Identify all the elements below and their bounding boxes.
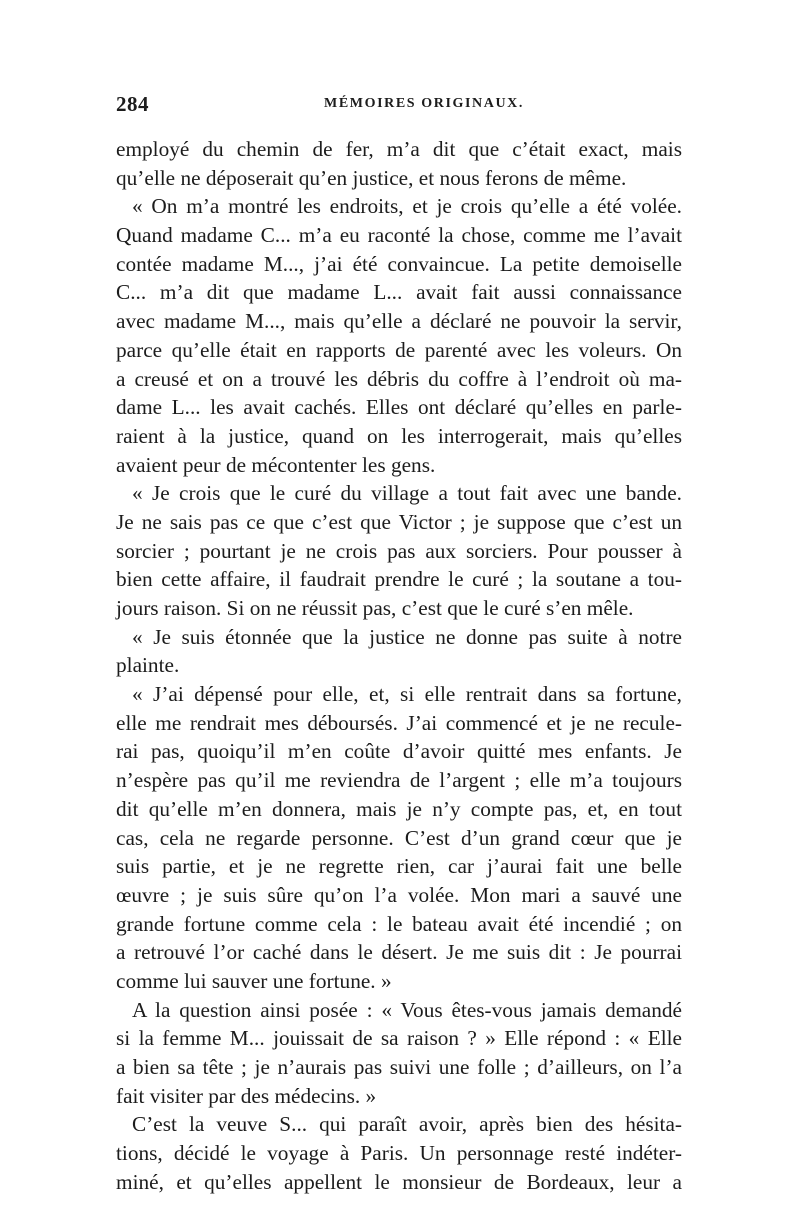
text-line: a retrouvé l’or caché dans le désert. Je me suis dit : Je pourrai bbox=[116, 940, 682, 965]
text-line: plainte. bbox=[116, 653, 180, 678]
running-title: MÉMOIRES ORIGINAUX. bbox=[324, 96, 524, 111]
body-text bbox=[116, 135, 682, 1196]
text-line: miné, et qu’elles appellent le monsieur de Bordeaux, leur a bbox=[116, 1169, 682, 1194]
text-line: « Je suis étonnée que la justice ne donne pas suite à notre bbox=[132, 624, 682, 649]
text-line: sorcier ; pourtant je ne crois pas aux sorciers. Pour pousser à bbox=[116, 538, 682, 563]
running-head bbox=[116, 92, 682, 122]
text-line: dit qu’elle m’en donnera, mais je n’y compte pas, et, en tout bbox=[116, 796, 682, 821]
text-line: elle me rendrait mes déboursés. J’ai commencé et je ne recule- bbox=[116, 710, 682, 735]
text-line: dame L... les avait cachés. Elles ont déclaré qu’elles en parle- bbox=[116, 395, 682, 420]
text-line: parce qu’elle était en rapports de parenté avec les voleurs. On bbox=[116, 337, 682, 362]
text-line: A la question ainsi posée : « Vous êtes-vous jamais demandé bbox=[132, 997, 682, 1022]
text-line: bien cette affaire, il faudrait prendre le curé ; la soutane a tou- bbox=[116, 567, 682, 592]
text-line: avaient peur de mécontenter les gens. bbox=[116, 452, 436, 477]
text-line: n’espère pas qu’il me reviendra de l’argent ; elle m’a toujours bbox=[116, 768, 682, 793]
text-line: C’est la veuve S... qui paraît avoir, après bien des hésita- bbox=[132, 1112, 682, 1137]
text-line: suis partie, et je ne regrette rien, car j’aurai fait une belle bbox=[116, 854, 682, 879]
text-line: grande fortune comme cela : le bateau avait été incendié ; on bbox=[116, 911, 682, 936]
text-line: C... m’a dit que madame L... avait fait aussi connaissance bbox=[116, 280, 682, 305]
text-line: Quand madame C... m’a eu raconté la chose, comme me l’avait bbox=[116, 223, 682, 248]
text-line: qu’elle ne déposerait qu’en justice, et nous ferons de même. bbox=[116, 165, 627, 190]
text-line: comme lui sauver une fortune. » bbox=[116, 968, 392, 993]
text-line: jours raison. Si on ne réussit pas, c’est que le curé s’en mêle. bbox=[116, 596, 634, 620]
text-line: tions, décidé le voyage à Paris. Un personnage resté indéter- bbox=[116, 1141, 682, 1166]
text-line: si la femme M... jouissait de sa raison ? » Elle répond : « Elle bbox=[116, 1026, 682, 1051]
text-line: raient à la justice, quand on les interrogerait, mais qu’elles bbox=[116, 423, 682, 448]
text-line: a bien sa tête ; je n’aurais pas suivi une folle ; d’ailleurs, on l’a bbox=[116, 1055, 682, 1079]
text-line: Je ne sais pas ce que c’est que Victor ; je suppose que c’est un bbox=[116, 509, 682, 534]
text-line: contée madame M..., j’ai été convaincue. La petite demoiselle bbox=[116, 251, 682, 276]
page-number: 284 bbox=[116, 92, 149, 116]
text-line: « Je crois que le curé du village a tout fait avec une bande. bbox=[132, 481, 682, 506]
text-line: œuvre ; je suis sûre qu’on l’a volée. Mon mari a sauvé une bbox=[116, 882, 682, 907]
text-line: avec madame M..., mais qu’elle a déclaré ne pouvoir la servir, bbox=[116, 309, 682, 334]
text-line: a creusé et on a trouvé les débris du coffre à l’endroit où ma- bbox=[116, 366, 682, 391]
text-line: rai pas, quoiqu’il m’en coûte d’avoir quitté mes enfants. Je bbox=[116, 739, 682, 764]
text-line: « J’ai dépensé pour elle, et, si elle rentrait dans sa fortune, bbox=[132, 682, 682, 707]
text-line: employé du chemin de fer, m’a dit que c’était exact, mais bbox=[116, 137, 682, 161]
text-line: « On m’a montré les endroits, et je crois qu’elle a été volée. bbox=[132, 194, 682, 219]
text-line: cas, cela ne regarde personne. C’est d’un grand cœur que je bbox=[116, 825, 682, 850]
text-line: fait visiter par des médecins. » bbox=[116, 1083, 377, 1108]
